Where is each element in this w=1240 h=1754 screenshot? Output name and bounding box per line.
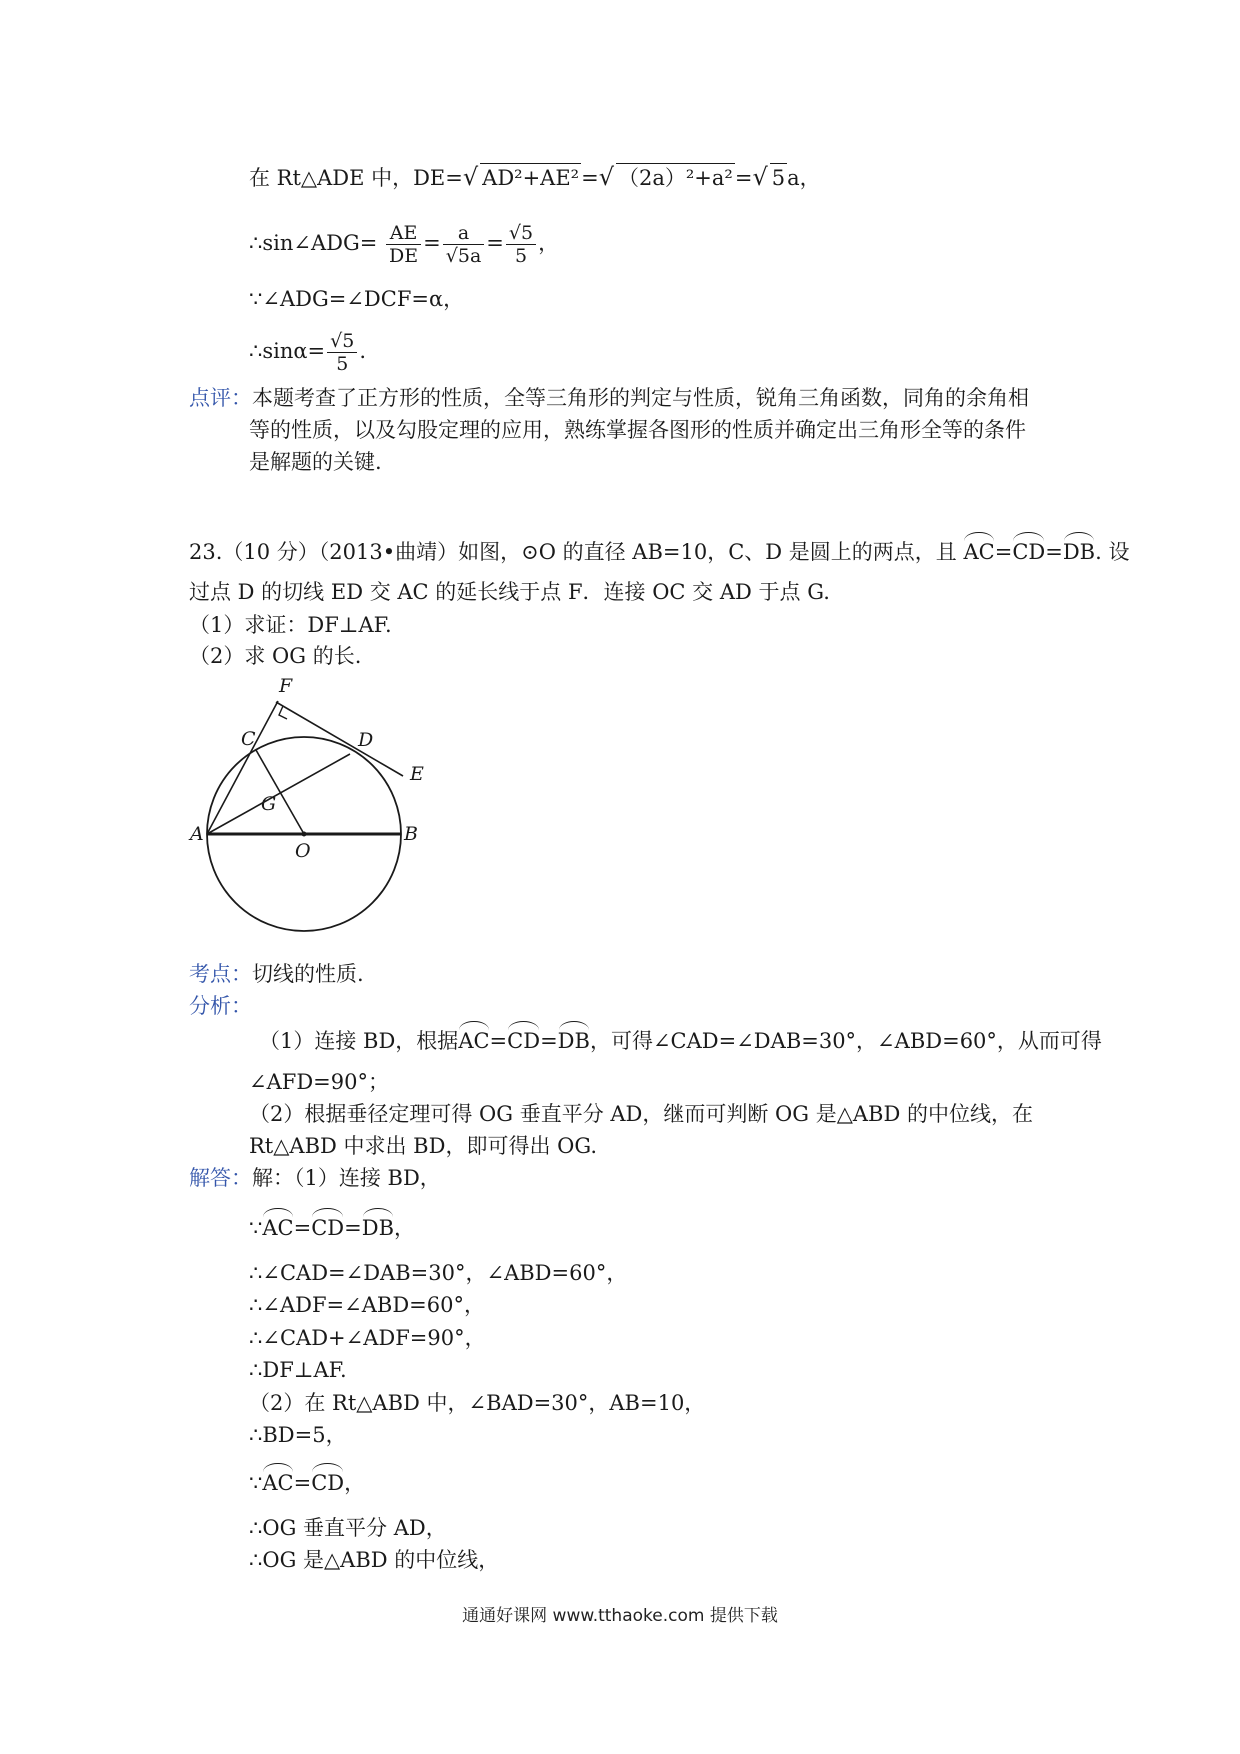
text-span: 本题考查了正方形的性质，全等三角形的判定与性质，锐角三角函数，同角的余角相	[252, 386, 1029, 410]
arc-ac: AC	[963, 532, 994, 566]
text-span: 在 Rt△ADE 中，DE=	[249, 166, 463, 190]
label-b: B	[404, 823, 418, 845]
label-f: F	[279, 675, 293, 697]
fraction	[327, 330, 357, 375]
arc-cd: CD	[507, 1021, 540, 1055]
geometry-figure	[180, 672, 440, 942]
text-span: ∵	[249, 1216, 263, 1240]
jieda-line-1	[189, 1164, 441, 1192]
label-o: O	[295, 840, 311, 862]
text-span: =	[293, 1216, 312, 1240]
fenxi-line-1	[259, 1021, 1102, 1055]
fenxi-line-4: Rt△ABD 中求出 BD，即可得出 OG.	[249, 1134, 598, 1158]
label-c: C	[241, 728, 256, 750]
fenxi-label-line	[189, 992, 252, 1020]
jieda-line-6: ∴DF⊥AF.	[249, 1358, 347, 1382]
text-span: a，	[787, 166, 821, 190]
jieda-line-9	[249, 1463, 365, 1497]
sqrt-sign: √	[752, 163, 768, 191]
fenxi-label: 分析：	[189, 994, 252, 1018]
problem-line-1	[189, 532, 1129, 566]
comment-line-1	[189, 384, 1029, 412]
text-span: 切线的性质.	[252, 962, 364, 986]
numerator: √5	[327, 330, 357, 353]
text-span: （1）连接 BD，根据	[259, 1029, 459, 1053]
fenxi-line-3: （2）根据垂径定理可得 OG 垂直平分 AD，继而可判断 OG 是△ABD 的中位线，在	[249, 1102, 1033, 1126]
sqrt-content: （2a）²+a²	[616, 163, 735, 192]
arc-db: DB	[362, 1208, 394, 1242]
denominator: 5	[336, 353, 349, 375]
text-span: ∴sinα=	[249, 339, 326, 363]
comment-label: 点评：	[189, 386, 252, 410]
jieda-line-4: ∴∠ADF=∠ABD=60°，	[249, 1293, 485, 1317]
text-span: =	[344, 1216, 362, 1240]
solution-line-de	[249, 163, 821, 192]
footer-download-note: 通通好课网 www.tthaoke.com 提供下载	[462, 1606, 778, 1626]
kaodian-line	[189, 960, 364, 988]
jieda-line-8: ∴BD=5，	[249, 1423, 347, 1447]
label-a: A	[190, 823, 204, 845]
text-span: ∵	[249, 1471, 263, 1495]
sqrt-content: AD²+AE²	[480, 163, 581, 192]
text-span: ，	[344, 1471, 366, 1495]
numerator: a	[443, 222, 485, 245]
text-span: 23.（10 分）（2013•曲靖）如图，⊙O 的直径 AB=10，C、D 是圆上的两点，且	[189, 540, 957, 564]
numerator: AE	[386, 222, 421, 245]
denominator: √5a	[445, 245, 482, 267]
text-span: . 设	[1095, 540, 1130, 564]
jieda-line-11: ∴OG 是△ABD 的中位线，	[249, 1548, 500, 1572]
center-point	[302, 832, 307, 837]
fraction	[386, 222, 421, 267]
text-span: =	[489, 1029, 508, 1053]
jieda-line-5: ∴∠CAD+∠ADF=90°，	[249, 1326, 486, 1350]
arc-ac: AC	[458, 1021, 489, 1055]
sqrt-sign: √	[462, 163, 479, 191]
jieda-line-7: （2）在 Rt△ABD 中，∠BAD=30°，AB=10，	[249, 1391, 706, 1415]
text-span: =	[1045, 540, 1063, 564]
arc-ac: AC	[262, 1463, 293, 1497]
arc-ac: AC	[262, 1208, 293, 1242]
denominator: DE	[389, 245, 419, 267]
text-span: ，	[538, 231, 560, 255]
arc-cd: CD	[311, 1463, 344, 1497]
text-span: ，可得∠CAD=∠DAB=30°，∠ABD=60°，从而可得	[589, 1029, 1102, 1053]
jieda-label: 解答：	[189, 1166, 252, 1190]
line-oc	[256, 750, 304, 834]
problem-line-2: 过点 D 的切线 ED 交 AC 的延长线于点 F．连接 OC 交 AD 于点 G.	[189, 580, 830, 604]
text-span: =	[293, 1471, 312, 1495]
arc-cd: CD	[1012, 532, 1045, 566]
question-2: （2）求 OG 的长.	[189, 644, 362, 668]
label-e: E	[410, 763, 424, 785]
arc-cd: CD	[311, 1208, 344, 1242]
denominator: 5	[514, 245, 528, 267]
text-span: =	[540, 1029, 558, 1053]
sqrt-content: 5	[770, 163, 787, 192]
fenxi-line-2: ∠AFD=90°；	[249, 1070, 389, 1094]
numerator: √5	[506, 222, 536, 245]
label-g: G	[261, 793, 277, 815]
text-span: =	[994, 540, 1013, 564]
text-span: ，	[394, 1216, 416, 1240]
kaodian-label: 考点：	[189, 962, 252, 986]
text-span: 解：（1）连接 BD，	[252, 1166, 441, 1190]
tangent-fe	[276, 702, 403, 776]
solution-line-adg-dcf: ∵∠ADG=∠DCF=α，	[249, 287, 465, 311]
comment-line-3: 是解题的关键.	[249, 450, 382, 474]
arc-db: DB	[1063, 532, 1095, 566]
fraction	[506, 222, 536, 267]
text-span: .	[359, 339, 367, 363]
solution-line-sin-alpha	[249, 330, 366, 375]
comment-line-2: 等的性质，以及勾股定理的应用，熟练掌握各图形的性质并确定出三角形全等的条件	[249, 418, 1026, 442]
label-d: D	[358, 729, 374, 751]
text-span: =	[734, 166, 753, 190]
arc-db: DB	[558, 1021, 590, 1055]
text-span: ∴sin∠ADG=	[249, 231, 378, 255]
solution-line-sin-adg: ∴sin∠ADG= $\frac{AE}{DE}$ = $\frac{a}{√5a}$ = $\frac{√5}{5}$ ，	[249, 222, 560, 267]
jieda-line-10: ∴OG 垂直平分 AD，	[249, 1516, 447, 1540]
text-span: =	[581, 166, 599, 190]
jieda-line-3: ∴∠CAD=∠DAB=30°，∠ABD=60°，	[249, 1261, 628, 1285]
fraction	[443, 222, 485, 267]
sqrt-sign: √	[598, 163, 614, 191]
question-1: （1）求证：DF⊥AF.	[189, 613, 392, 637]
jieda-line-2	[249, 1208, 415, 1242]
